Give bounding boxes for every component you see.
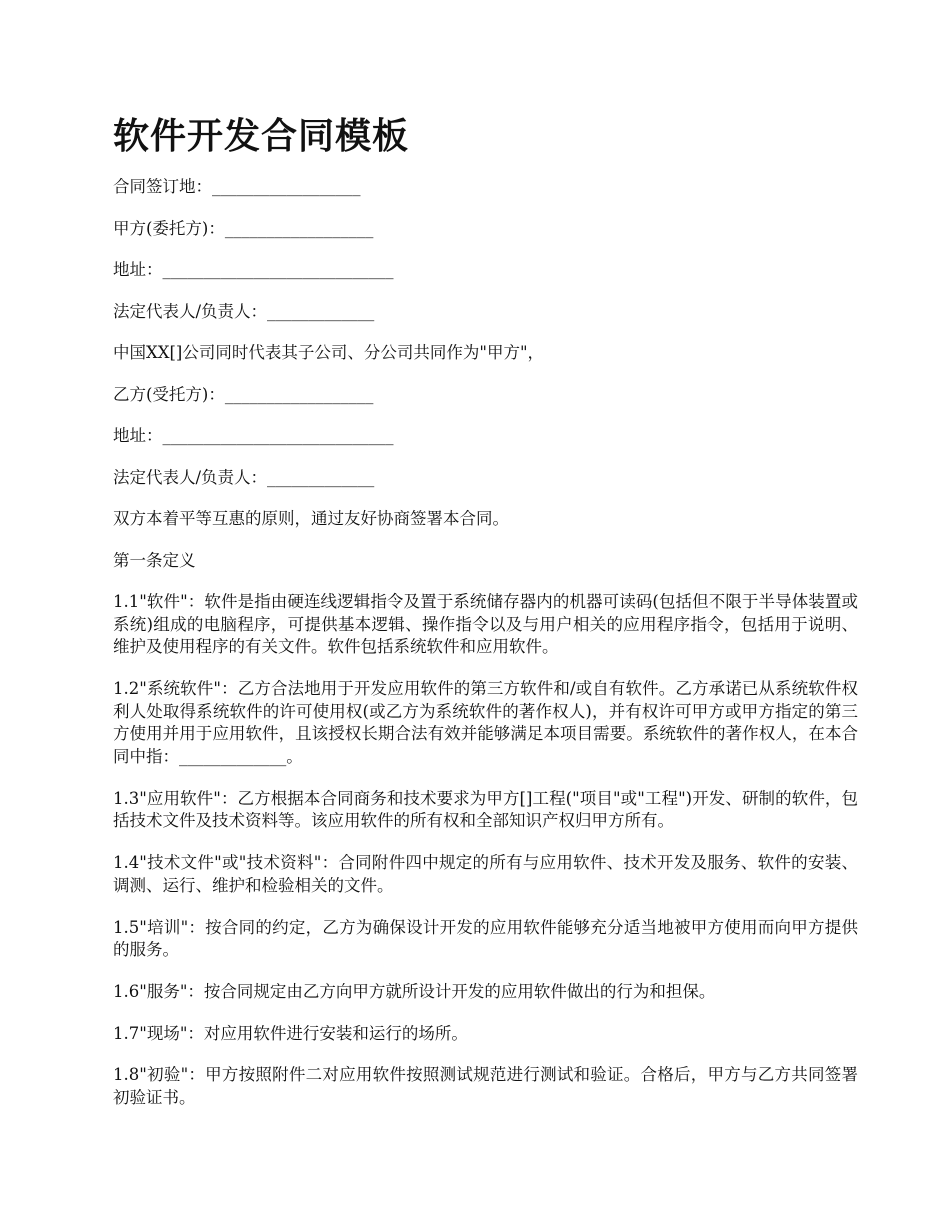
agreement-preamble: 双方本着平等互惠的原则，通过友好协商签署本合同。 (113, 509, 509, 528)
document-title: 软件开发合同模板 (113, 115, 410, 157)
clause-1-1: 1.1"软件"：软件是指由硬连线逻辑指令及置于系统储存器内的机器可读码(包括但不限于半导体装置或系统)组成的电脑程序，可提供基本逻辑、操作指令以及与用户相关的应用程序指令，包括用于说明、维护及使用程序的有关文件。软件包括系统软件和应用软件。 (113, 592, 858, 656)
clause-1-7: 1.7"现场"：对应用软件进行安装和运行的场所。 (113, 1023, 468, 1043)
clause-1-4: 1.4"技术文件"或"技术资料"：合同附件四中规定的所有与应用软件、技术开发及服务、软件的安装、调测、运行、维护和检验相关的文件。 (113, 853, 858, 895)
clause-1-5: 1.5"培训"：按合同的约定，乙方为确保设计开发的应用软件能够充分适当地被甲方使用而向甲方提供的服务。 (113, 917, 858, 959)
document-page (113, 110, 858, 1129)
party-a-representative-field: 法定代表人/负责人：_____________ (113, 301, 375, 321)
clause-1-2: 1.2"系统软件"：乙方合法地用于开发应用软件的第三方软件和/或自有软件。乙方承诺已从系统软件权利人处取得系统软件的许可使用权(或乙方为系统软件的著作权人)，并有权许可甲方或甲方指定的第三方使用并用于应用软件，且该授权长期合法有效并能够满足本项目需要。系统软件的著作权人，在本合同中指：_____________。 (113, 679, 858, 766)
article-heading: 第一条定义 (113, 550, 196, 570)
party-a-field: 甲方(委托方)：__________________ (113, 218, 374, 238)
party-a-statement: 中国XX[]公司同时代表其子公司、分公司共同作为"甲方"， (113, 343, 545, 362)
clause-1-3: 1.3"应用软件"：乙方根据本合同商务和技术要求为甲方[]工程("项目"或"工程")开发、研制的软件，包括技术文件及技术资料等。该应用软件的所有权和全部知识产权归甲方所有。 (113, 788, 858, 830)
party-a-address-field: 地址：____________________________ (113, 260, 394, 279)
clause-1-8: 1.8"初验"：甲方按照附件二对应用软件按照测试规范进行测试和验证。合格后，甲方与乙方共同签署初验证书。 (113, 1065, 858, 1107)
clause-1-6: 1.6"服务"：按合同规定由乙方向甲方就所设计开发的应用软件做出的行为和担保。 (113, 982, 716, 1001)
party-b-field: 乙方(受托方)：__________________ (113, 384, 374, 404)
signing-place-field: 合同签订地：__________________ (113, 177, 361, 196)
party-b-address-field: 地址：____________________________ (113, 426, 394, 445)
party-b-representative-field: 法定代表人/负责人：_____________ (113, 467, 375, 487)
